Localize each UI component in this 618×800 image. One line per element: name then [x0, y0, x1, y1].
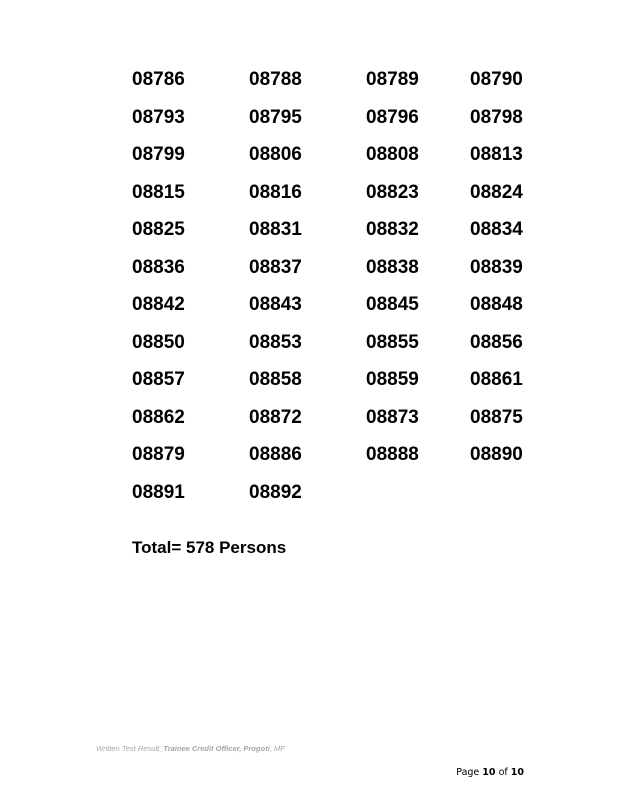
footer-position: Trainee Credit Officer, Progoti	[163, 744, 270, 753]
page-of-label: of	[498, 767, 508, 778]
roll-number: 08793	[132, 106, 185, 128]
roll-number: 08850	[132, 331, 185, 353]
roll-number: 08861	[470, 369, 523, 390]
roll-number: 08796	[366, 106, 419, 128]
roll-number: 08873	[366, 406, 419, 428]
footer-prefix: Written Test Result_	[96, 744, 164, 753]
roll-number: 08839	[470, 256, 523, 278]
roll-number: 08788	[249, 69, 302, 90]
roll-number: 08824	[470, 181, 523, 203]
roll-number: 08834	[470, 219, 523, 240]
roll-row	[132, 254, 552, 292]
roll-number: 08853	[249, 331, 302, 353]
roll-number: 08795	[249, 106, 302, 128]
roll-number: 08858	[249, 369, 302, 390]
roll-number: 08838	[366, 256, 419, 278]
roll-number: 08806	[249, 144, 302, 165]
roll-number: 08790	[470, 69, 523, 90]
roll-number: 08862	[132, 406, 185, 428]
roll-row	[132, 66, 552, 104]
roll-number: 08831	[249, 219, 302, 240]
roll-number: 08888	[366, 444, 419, 465]
roll-number: 08845	[366, 294, 419, 315]
roll-row	[132, 104, 552, 142]
roll-number: 08856	[470, 331, 523, 353]
roll-number: 08825	[132, 219, 185, 240]
roll-row	[132, 329, 552, 367]
roll-number: 08837	[249, 256, 302, 278]
roll-row	[132, 366, 552, 404]
roll-row	[132, 291, 552, 329]
roll-number: 08855	[366, 331, 419, 353]
roll-number: 08815	[132, 181, 185, 203]
roll-number: 08859	[366, 369, 419, 390]
roll-number: 08813	[470, 144, 523, 165]
roll-number: 08875	[470, 406, 523, 428]
roll-number: 08843	[249, 294, 302, 315]
roll-number: 08872	[249, 406, 302, 428]
roll-number: 08786	[132, 69, 185, 90]
page-total: 10	[510, 767, 524, 778]
roll-number: 08836	[132, 256, 185, 278]
total-persons: Total= 578 Persons	[132, 538, 287, 557]
roll-number: 08891	[132, 481, 185, 503]
roll-row	[132, 441, 552, 479]
roll-number: 08808	[366, 144, 419, 165]
page-label: Page	[456, 767, 480, 778]
roll-number: 08848	[470, 294, 523, 315]
roll-number: 08816	[249, 181, 302, 203]
roll-number: 08842	[132, 294, 185, 315]
roll-number: 08832	[366, 219, 419, 240]
footer-suffix: , MF	[269, 744, 285, 753]
roll-number: 08798	[470, 106, 523, 128]
roll-number: 08789	[366, 69, 419, 90]
footer-document-title	[96, 744, 285, 754]
roll-number: 08823	[366, 181, 419, 203]
page-current: 10	[482, 767, 496, 778]
roll-number: 08879	[132, 444, 185, 465]
roll-row	[132, 141, 552, 179]
roll-row	[132, 216, 552, 254]
roll-number: 08890	[470, 444, 523, 465]
roll-number: 08892	[249, 481, 302, 503]
roll-number: 08886	[249, 444, 302, 465]
roll-row	[132, 404, 552, 442]
roll-number-grid	[132, 66, 552, 516]
roll-number: 08857	[132, 369, 185, 390]
roll-row	[132, 179, 552, 217]
roll-row	[132, 479, 552, 517]
page-number	[456, 766, 524, 780]
roll-number: 08799	[132, 144, 185, 165]
